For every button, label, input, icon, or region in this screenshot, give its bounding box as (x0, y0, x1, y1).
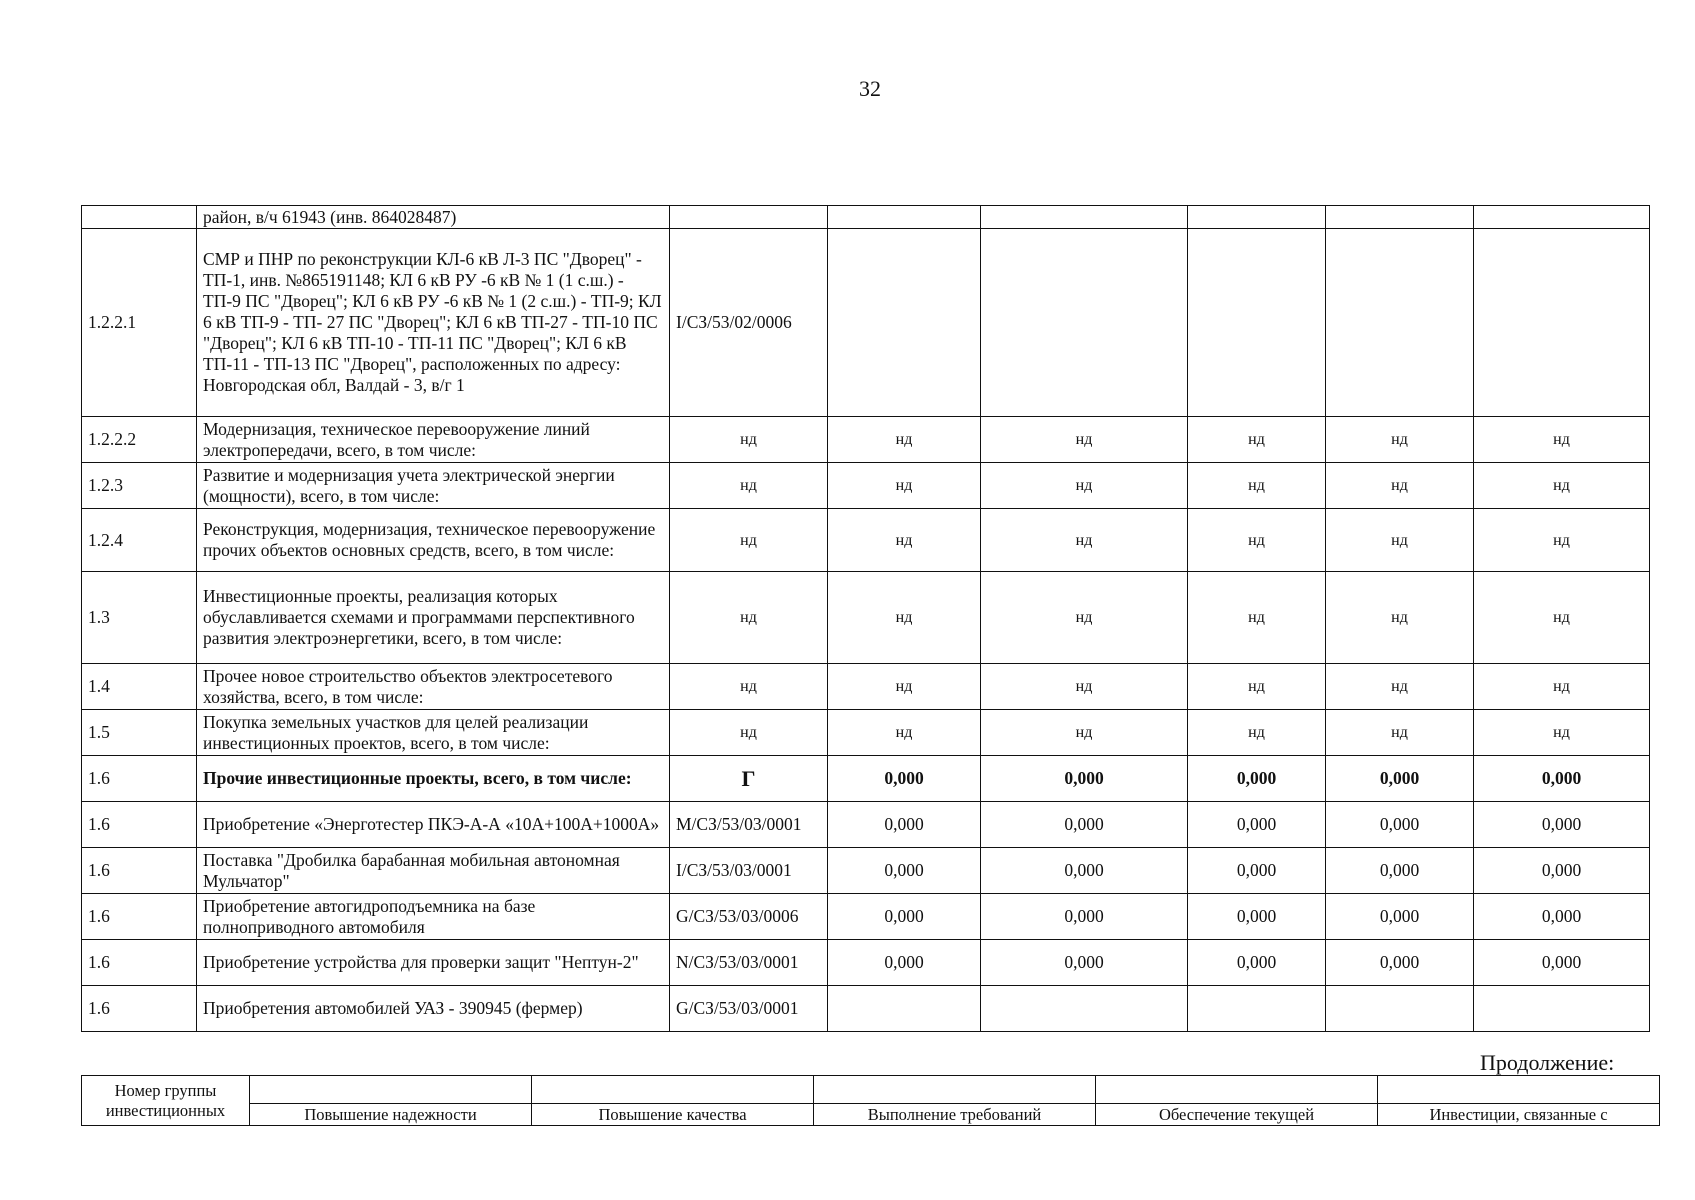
value-cell: нд (981, 509, 1188, 572)
value-cell: 0,000 (1326, 802, 1474, 848)
value-cell (1474, 986, 1650, 1032)
value-cell: нд (981, 463, 1188, 509)
table-row (82, 664, 1650, 710)
row-number: 1.6 (82, 756, 197, 802)
value-cell: 0,000 (981, 848, 1188, 894)
row-number: 1.6 (82, 894, 197, 940)
value-cell: 0,000 (828, 802, 981, 848)
row-description: Приобретения автомобилей УАЗ - 390945 (фермер) (197, 986, 670, 1032)
project-code: I/СЗ/53/02/0006 (670, 229, 828, 417)
value-cell (981, 206, 1188, 229)
continuation-label: Продолжение: (1480, 1050, 1615, 1075)
value-cell (1474, 229, 1650, 417)
value-cell: нд (1188, 710, 1326, 756)
table-row (82, 509, 1650, 572)
column-header: Повышение надежности (250, 1104, 532, 1126)
row-number: 1.6 (82, 848, 197, 894)
table-row (82, 572, 1650, 664)
table-row (82, 417, 1650, 463)
row-description: Приобретение автогидроподъемника на базе полноприводного автомобиля (197, 894, 670, 940)
value-cell: 0,000 (981, 802, 1188, 848)
value-cell: 0,000 (981, 894, 1188, 940)
table-row (82, 710, 1650, 756)
column-header: Обеспечение текущей (1096, 1104, 1378, 1126)
value-cell: нд (1474, 509, 1650, 572)
value-cell: нд (828, 710, 981, 756)
table-row (82, 463, 1650, 509)
value-cell: нд (1188, 463, 1326, 509)
value-cell: нд (1188, 664, 1326, 710)
value-cell: 0,000 (828, 894, 981, 940)
value-cell: нд (981, 417, 1188, 463)
project-code: M/СЗ/53/03/0001 (670, 802, 828, 848)
value-cell (828, 229, 981, 417)
project-code: I/СЗ/53/03/0001 (670, 848, 828, 894)
value-cell: нд (828, 572, 981, 664)
value-cell: 0,000 (1326, 940, 1474, 986)
group-number-line2: инвестиционных (105, 1100, 226, 1120)
value-cell: нд (1326, 664, 1474, 710)
value-cell: нд (981, 572, 1188, 664)
value-cell: 0,000 (981, 940, 1188, 986)
value-cell: 0,000 (1188, 756, 1326, 802)
value-cell: 0,000 (828, 940, 981, 986)
value-cell (828, 986, 981, 1032)
row-description: Реконструкция, модернизация, техническое перевооружение прочих объектов основных средств, всего, в том числе: (197, 509, 670, 572)
value-cell (1474, 206, 1650, 229)
value-cell: нд (1188, 417, 1326, 463)
project-code: нд (670, 509, 828, 572)
value-cell: 0,000 (1188, 802, 1326, 848)
value-cell: нд (981, 710, 1188, 756)
cont-empty-cell (814, 1076, 1096, 1104)
value-cell: нд (828, 463, 981, 509)
value-cell: 0,000 (1474, 802, 1650, 848)
row-description: Прочее новое строительство объектов электросетевого хозяйства, всего, в том числе: (197, 664, 670, 710)
value-cell (828, 206, 981, 229)
value-cell: 0,000 (1474, 756, 1650, 802)
value-cell: 0,000 (1474, 940, 1650, 986)
row-number: 1.5 (82, 710, 197, 756)
project-code: Г (670, 756, 828, 802)
row-description: Инвестиционные проекты, реализация которых обуславливается схемами и программами перспективного развития электроэнергетики, всего, в том числе: (197, 572, 670, 664)
row-number: 1.4 (82, 664, 197, 710)
row-number: 1.2.3 (82, 463, 197, 509)
value-cell (981, 229, 1188, 417)
value-cell: нд (1474, 710, 1650, 756)
value-cell: нд (981, 664, 1188, 710)
cont-empty-cell (532, 1076, 814, 1104)
table-row (82, 206, 1650, 229)
project-code: нд (670, 417, 828, 463)
value-cell: нд (828, 664, 981, 710)
group-number-line1: Номер группы (114, 1080, 217, 1100)
row-number: 1.3 (82, 572, 197, 664)
row-number (82, 206, 197, 229)
column-header: Инвестиции, связанные с (1378, 1104, 1660, 1126)
project-code: G/СЗ/53/03/0001 (670, 986, 828, 1032)
project-code: нд (670, 664, 828, 710)
value-cell: 0,000 (1326, 848, 1474, 894)
value-cell (1188, 206, 1326, 229)
cont-empty-cell (250, 1076, 532, 1104)
row-description: Приобретение «Энерготестер ПКЭ-А-А «10А+100А+1000А» (197, 802, 670, 848)
project-code: N/СЗ/53/03/0001 (670, 940, 828, 986)
value-cell: нд (1474, 463, 1650, 509)
page-number: 32 (859, 76, 881, 101)
value-cell: нд (1326, 463, 1474, 509)
value-cell: 0,000 (1326, 756, 1474, 802)
value-cell (1188, 229, 1326, 417)
value-cell: нд (1326, 509, 1474, 572)
project-code: G/СЗ/53/03/0006 (670, 894, 828, 940)
row-description: Прочие инвестиционные проекты, всего, в том числе: (197, 756, 670, 802)
project-code: нд (670, 710, 828, 756)
value-cell: нд (1474, 417, 1650, 463)
project-code (670, 206, 828, 229)
continuation-header-table (81, 1075, 1660, 1126)
value-cell: 0,000 (1188, 848, 1326, 894)
value-cell: 0,000 (1188, 894, 1326, 940)
value-cell: 0,000 (981, 756, 1188, 802)
value-cell: нд (1326, 417, 1474, 463)
value-cell: 0,000 (1474, 848, 1650, 894)
cont-empty-cell (1378, 1076, 1660, 1104)
row-number: 1.2.2.1 (82, 229, 197, 417)
row-description: Модернизация, техническое перевооружение линий электропередачи, всего, в том числе: (197, 417, 670, 463)
row-description: район, в/ч 61943 (инв. 864028487) (197, 206, 670, 229)
value-cell (1188, 986, 1326, 1032)
value-cell: нд (1326, 710, 1474, 756)
value-cell: 0,000 (828, 756, 981, 802)
table-row (82, 229, 1650, 417)
group-number-header (82, 1076, 250, 1126)
column-header: Повышение качества (532, 1104, 814, 1126)
row-description: СМР и ПНР по реконструкции КЛ-6 кВ Л-3 ПС "Дворец" - ТП-1, инв. №865191148; КЛ 6 кВ РУ -6 кВ № 1 (1 с.ш.) - ТП-9 ПС "Дворец"; КЛ 6 кВ РУ -6 кВ № 1 (2 с.ш.) - ТП-9; КЛ 6 кВ ТП-9 - ТП- 27 ПС "Дворец"; КЛ 6 кВ ТП-27 - ТП-10 ПС "Дворец"; КЛ 6 кВ ТП-10 - ТП-11 ПС "Дворец"; КЛ 6 кВ ТП-11 - ТП-13 ПС "Дворец", расположенных по адресу: Новгородская обл, Валдай - 3, в/г 1 (197, 229, 670, 417)
table-row (82, 802, 1650, 848)
value-cell: нд (828, 417, 981, 463)
row-number: 1.6 (82, 986, 197, 1032)
value-cell: нд (1188, 509, 1326, 572)
value-cell: нд (828, 509, 981, 572)
value-cell: нд (1188, 572, 1326, 664)
value-cell: 0,000 (828, 848, 981, 894)
investment-table (81, 205, 1650, 1032)
value-cell (981, 986, 1188, 1032)
row-number: 1.6 (82, 802, 197, 848)
value-cell: нд (1326, 572, 1474, 664)
row-description: Приобретение устройства для проверки защит "Нептун-2" (197, 940, 670, 986)
value-cell: 0,000 (1474, 894, 1650, 940)
project-code: нд (670, 463, 828, 509)
row-number: 1.2.4 (82, 509, 197, 572)
table-row (82, 756, 1650, 802)
row-description: Поставка "Дробилка барабанная мобильная автономная Мульчатор" (197, 848, 670, 894)
value-cell: 0,000 (1326, 894, 1474, 940)
table-row (82, 940, 1650, 986)
table-row (82, 848, 1650, 894)
row-number: 1.6 (82, 940, 197, 986)
value-cell (1326, 229, 1474, 417)
value-cell (1326, 986, 1474, 1032)
row-number: 1.2.2.2 (82, 417, 197, 463)
value-cell: 0,000 (1188, 940, 1326, 986)
table-row (82, 894, 1650, 940)
column-header: Выполнение требований (814, 1104, 1096, 1126)
value-cell: нд (1474, 572, 1650, 664)
table-row (82, 986, 1650, 1032)
cont-empty-cell (1096, 1076, 1378, 1104)
value-cell: нд (1474, 664, 1650, 710)
value-cell (1326, 206, 1474, 229)
row-description: Развитие и модернизация учета электрической энергии (мощности), всего, в том числе: (197, 463, 670, 509)
project-code: нд (670, 572, 828, 664)
row-description: Покупка земельных участков для целей реализации инвестиционных проектов, всего, в том числе: (197, 710, 670, 756)
